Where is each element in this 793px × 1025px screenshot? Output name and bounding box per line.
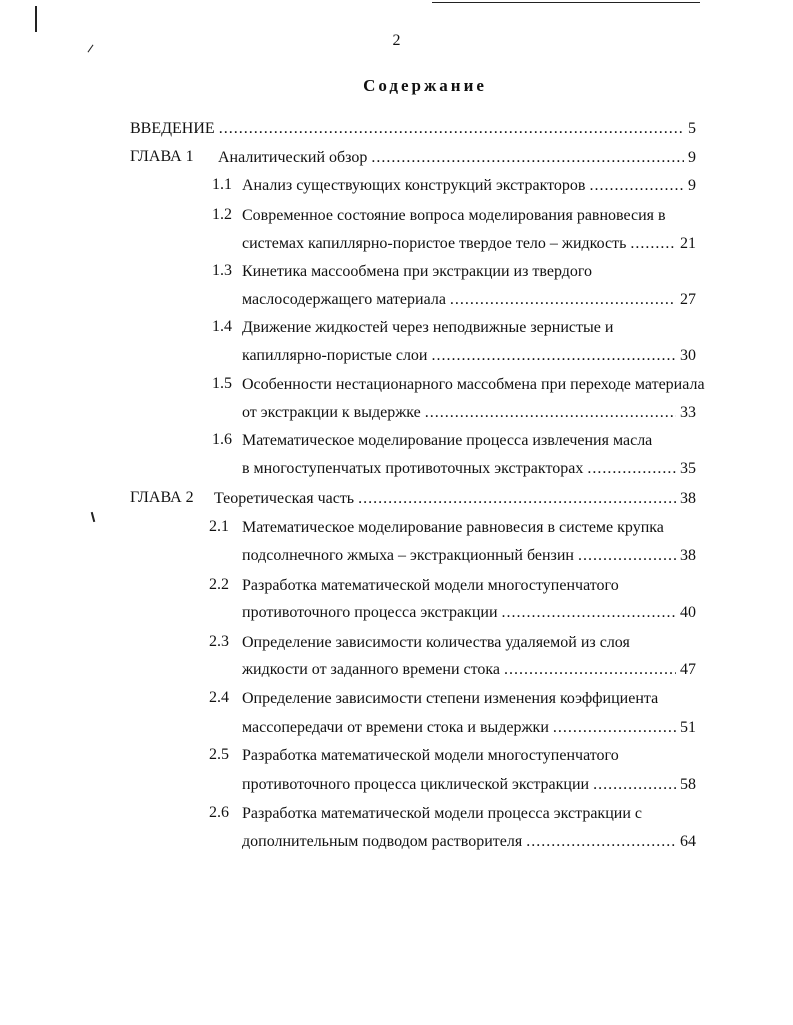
section-number: 2.3 <box>209 633 229 650</box>
section-title-line <box>242 431 652 451</box>
section-title: Движение жидкостей через неподвижные зернистые и <box>242 319 614 336</box>
toc-section-1-2 <box>242 234 696 254</box>
section-title: Современное состояние вопроса моделирования равновесия в <box>242 207 666 224</box>
toc-section-2-1 <box>242 546 696 566</box>
section-title: системах капиллярно-пористое твердое тело – жидкость <box>242 235 627 252</box>
leader-dots <box>593 775 676 795</box>
section-title: Разработка математической модели процесса экстракции с <box>242 805 642 822</box>
scan-mark-tick <box>91 512 96 522</box>
section-title-line <box>242 262 592 282</box>
toc-section-1-3 <box>242 290 696 310</box>
section-title-line <box>242 689 658 709</box>
chapter-1-label: ГЛАВА 1 <box>130 148 194 165</box>
section-page: 21 <box>680 235 696 252</box>
section-title-line <box>242 804 642 824</box>
toc-section-2-3 <box>242 660 696 680</box>
section-number: 2.2 <box>209 576 229 593</box>
toc-section-2-6 <box>242 832 696 852</box>
leader-dots <box>502 603 677 623</box>
chapter-1-page: 9 <box>688 149 696 166</box>
section-title-line <box>242 746 619 766</box>
toc-intro-label: ВВЕДЕНИЕ <box>130 120 215 137</box>
leader-dots <box>504 660 676 680</box>
section-title-line <box>242 206 666 226</box>
section-page: 58 <box>680 776 696 793</box>
section-page: 27 <box>680 291 696 308</box>
section-title: капиллярно-пористые слои <box>242 347 428 364</box>
toc-chapter-1 <box>218 148 696 168</box>
scan-mark-vertical <box>35 6 37 32</box>
leader-dots <box>553 718 676 738</box>
section-title: массопередачи от времени стока и выдержки <box>242 719 549 736</box>
leader-dots <box>630 234 676 254</box>
section-title: Определение зависимости степени изменения коэффициента <box>242 690 659 707</box>
section-title: Математическое моделирование равновесия в системе крупка <box>242 519 664 536</box>
section-title-line <box>242 633 630 653</box>
section-title: противоточного процесса циклической экстракции <box>242 776 590 793</box>
leader-dots <box>425 403 676 423</box>
section-page: 33 <box>680 404 696 421</box>
section-number: 1.4 <box>212 318 232 335</box>
toc-intro-page: 5 <box>688 120 696 137</box>
toc-section-1-4 <box>242 346 696 366</box>
section-number: 2.6 <box>209 804 229 821</box>
toc-intro <box>130 119 696 139</box>
section-title: Кинетика массообмена при экстракции из твердого <box>242 263 593 280</box>
section-number: 1.6 <box>212 431 232 448</box>
leader-dots <box>371 148 684 168</box>
section-page: 51 <box>680 719 696 736</box>
chapter-1-title: Аналитический обзор <box>218 149 368 166</box>
section-page: 38 <box>680 547 696 564</box>
section-title: Разработка математической модели многоступенчатого <box>242 577 619 594</box>
section-title-line <box>242 576 619 596</box>
section-title: дополнительным подводом растворителя <box>242 833 523 850</box>
chapter-2-label: ГЛАВА 2 <box>130 489 194 506</box>
section-page: 30 <box>680 347 696 364</box>
section-title: Определение зависимости количества удаляемой из слоя <box>242 634 630 651</box>
page-number: 2 <box>392 32 401 49</box>
section-page: 9 <box>688 177 696 194</box>
section-title-line <box>242 518 664 538</box>
section-number: 1.1 <box>212 176 232 193</box>
section-title: в многоступенчатых противоточных экстракторах <box>242 460 584 477</box>
section-title: Математическое моделирование процесса извлечения масла <box>242 432 653 449</box>
leader-dots <box>450 290 676 310</box>
section-number: 1.3 <box>212 262 232 279</box>
section-page: 47 <box>680 661 696 678</box>
section-title: противоточного процесса экстракции <box>242 604 498 621</box>
section-page: 40 <box>680 604 696 621</box>
toc-title: Содержание <box>363 76 487 95</box>
toc-section-1-6 <box>242 459 696 479</box>
leader-dots <box>431 346 676 366</box>
toc-section-2-5 <box>242 775 696 795</box>
scan-mark-top-line <box>432 2 700 3</box>
section-title: Особенности нестационарного массобмена при переходе материала <box>242 376 705 393</box>
section-page: 35 <box>680 460 696 477</box>
toc-section-1-1 <box>242 176 696 196</box>
leader-dots <box>358 489 676 509</box>
section-title: от экстракции к выдержке <box>242 404 421 421</box>
section-title: маслосодержащего материала <box>242 291 446 308</box>
section-title-line <box>242 375 705 395</box>
leader-dots <box>587 459 676 479</box>
leader-dots <box>219 119 684 139</box>
toc-section-2-2 <box>242 603 696 623</box>
chapter-2-page: 38 <box>680 490 696 507</box>
toc-section-2-4 <box>242 718 696 738</box>
section-page: 64 <box>680 833 696 850</box>
section-title-line <box>242 318 613 338</box>
section-number: 2.1 <box>209 518 229 535</box>
leader-dots <box>578 546 676 566</box>
section-title: Анализ существующих конструкций экстракторов <box>242 177 586 194</box>
section-number: 2.4 <box>209 689 229 706</box>
leader-dots <box>589 176 684 196</box>
toc-section-1-5 <box>242 403 696 423</box>
leader-dots <box>526 832 676 852</box>
section-title: Разработка математической модели многоступенчатого <box>242 747 619 764</box>
chapter-2-title: Теоретическая часть <box>214 490 355 507</box>
toc-chapter-2 <box>214 489 696 509</box>
section-number: 1.2 <box>212 206 232 223</box>
section-title: жидкости от заданного времени стока <box>242 661 501 678</box>
section-number: 1.5 <box>212 375 232 392</box>
section-title: подсолнечного жмыха – экстракционный бензин <box>242 547 574 564</box>
section-number: 2.5 <box>209 746 229 763</box>
